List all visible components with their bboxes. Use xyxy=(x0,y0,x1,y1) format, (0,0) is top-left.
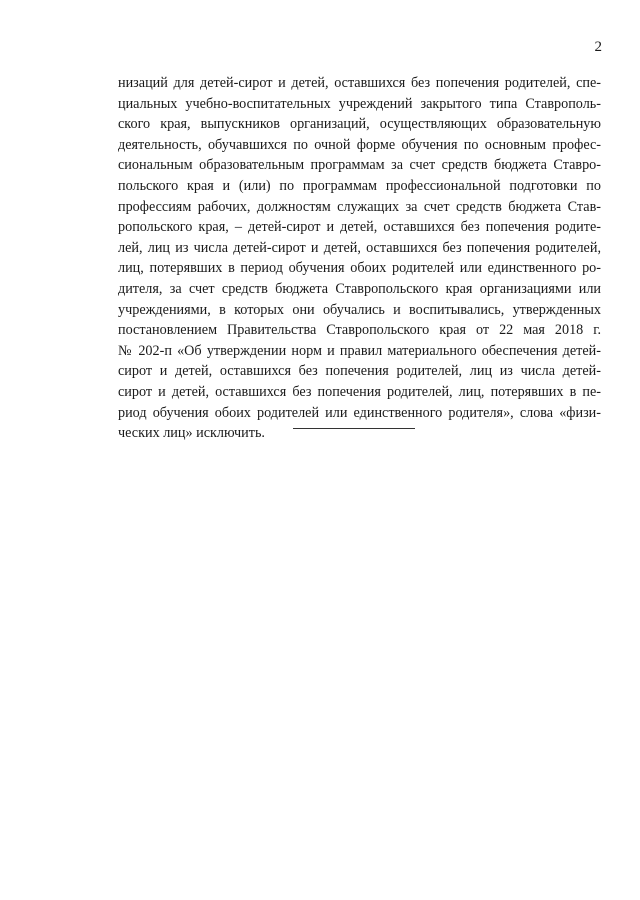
text-line: ческих лиц» исключить. xyxy=(118,425,265,442)
text-line: № 202-п «Об утверждении норм и правил материального обеспечения детей- xyxy=(118,342,601,359)
closing-divider xyxy=(293,428,415,429)
text-line: учреждениями, в которых они обучались и воспитывались, утвержденных xyxy=(118,301,601,318)
text-line: лиц, потерявших в период обучения обоих родителей или единственного ро- xyxy=(118,260,601,277)
body-paragraph xyxy=(118,73,601,444)
text-line: сирот и детей, оставшихся без попечения родителей, лиц из числа детей- xyxy=(118,363,601,380)
text-line: риод обучения обоих родителей или единственного родителя», слова «физи- xyxy=(118,404,601,421)
text-line: польского края и (или) по программам профессиональной подготовки по xyxy=(118,177,601,194)
text-line: деятельность, обучавшихся по очной форме обучения по основным профес- xyxy=(118,136,601,153)
text-line: ского края, выпускников организаций, осуществляющих образовательную xyxy=(118,116,601,133)
text-line: сиональным образовательным программам за счет средств бюджета Ставро- xyxy=(118,157,601,174)
text-line: дителя, за счет средств бюджета Ставропольского края организациями или xyxy=(118,280,601,297)
text-line: лей, лиц из числа детей-сирот и детей, оставшихся без попечения родителей, xyxy=(118,239,601,256)
text-line: циальных учебно-воспитательных учреждений закрытого типа Ставрополь- xyxy=(118,95,601,112)
text-line: постановлением Правительства Ставропольского края от 22 мая 2018 г. xyxy=(118,322,601,339)
page-number: 2 xyxy=(594,39,602,55)
text-line: ропольского края, – детей-сирот и детей, оставшихся без попечения родите- xyxy=(118,219,601,236)
text-line: профессиям рабочих, должностям служащих за счет средств бюджета Став- xyxy=(118,198,601,215)
text-line: сирот и детей, оставшихся без попечения родителей, лиц, потерявших в пе- xyxy=(118,383,601,400)
text-line: низаций для детей-сирот и детей, оставшихся без попечения родителей, спе- xyxy=(118,75,601,91)
